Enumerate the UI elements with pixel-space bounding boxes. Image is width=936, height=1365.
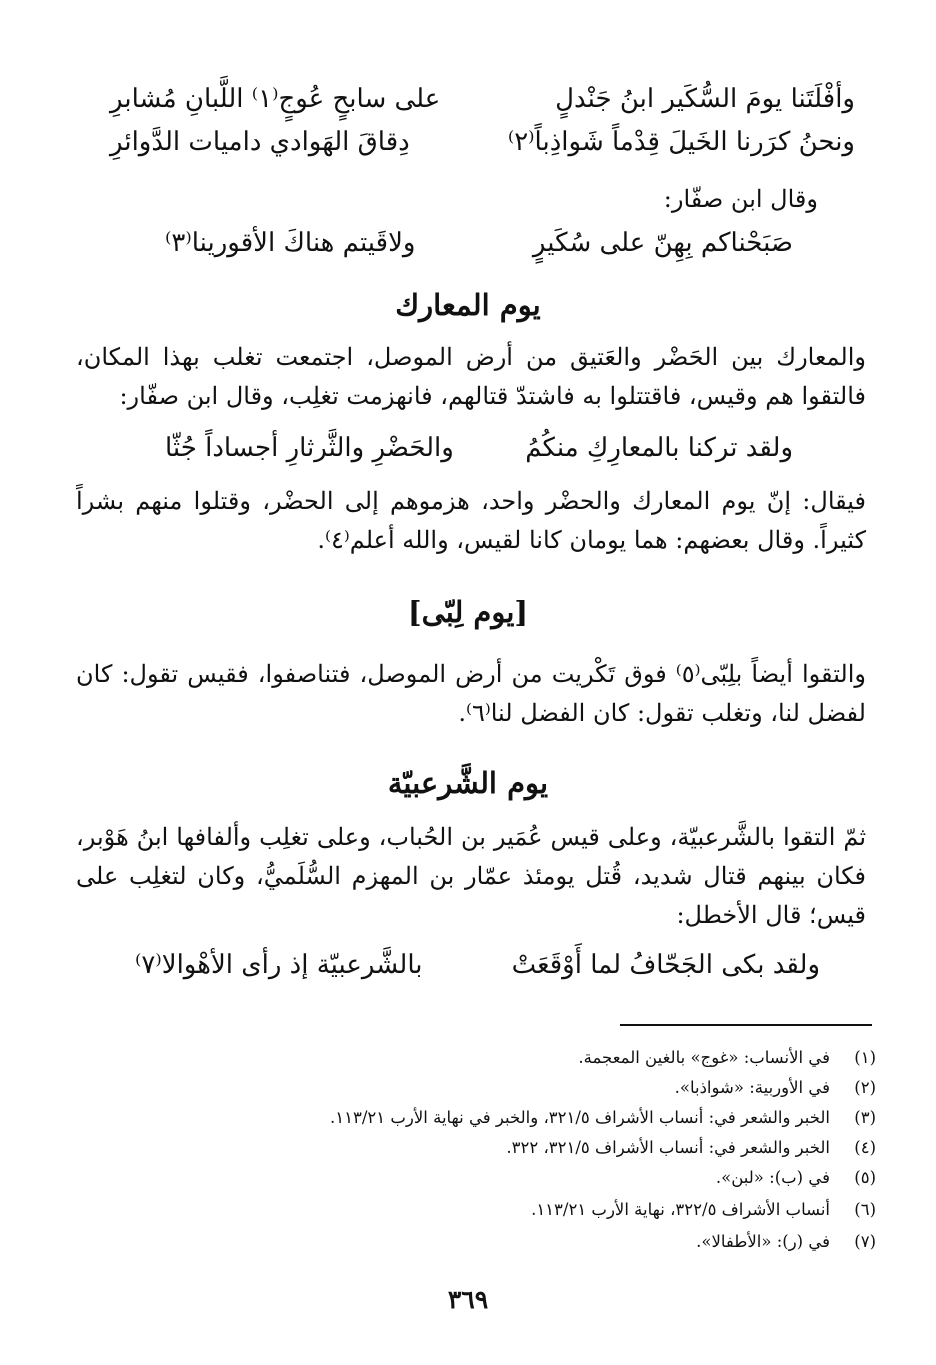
section-heading: يوم الشَّرعبيّة: [387, 766, 549, 800]
footnote-number: (٣): [854, 1108, 876, 1127]
verse-hemistich-right: ولقد بكى الجَحّافُ لما أَوْقَعَتْ: [511, 950, 820, 980]
footnote: [330, 1105, 876, 1130]
section-paragraph: والتقوا أيضاً بلِبّى⁽٥⁾ فوق تَكْريت من أرض الموصل، فتناصفوا، فقيس تقول: كان لفضل لنا، وتغلب تقول: كان الفضل لنا⁽٦⁾.: [76, 660, 867, 727]
footnote-text: الخبر والشعر في: أنساب الأشراف ٣٢١/٥، والخبر في نهاية الأرب ١١٣/٢١.: [329, 1108, 830, 1127]
footnote: [506, 1135, 876, 1160]
footnote: [696, 1229, 876, 1254]
verse-line-2: [110, 125, 855, 159]
footnote-text: في (ب): «لبن».: [715, 1168, 830, 1187]
verse-hemistich-right: ولقد تركنا بالمعارِكِ منكُمُ: [525, 433, 793, 463]
verse-hemistich-right: ونحنُ كرَرنا الخَيلَ قِدْماً شَواذِباً⁽٢⁾: [507, 127, 855, 157]
verse-hemistich-left: والحَضْرِ والثَّرثارِ أجساداً جُثّا: [165, 433, 454, 463]
verse-line-1: [110, 82, 855, 116]
footnote-number: (١): [854, 1048, 876, 1067]
footnote: [578, 1045, 876, 1070]
footnote-number: (٧): [854, 1232, 876, 1251]
footnote: [675, 1075, 876, 1100]
footnote-text: في (ر): «الأطفالا».: [696, 1232, 830, 1251]
footnote-text: الخبر والشعر في: أنساب الأشراف ٣٢١/٥، ٣٢٢.: [506, 1138, 830, 1157]
footnote: [716, 1165, 876, 1190]
section-heading: [يوم لِبّى]: [407, 595, 529, 629]
intro-line: وقال ابن صفّار:: [663, 185, 818, 213]
verse-hemistich-left: ولاقَيتم هناكَ الأقورينا⁽٣⁾: [165, 228, 416, 258]
section-heading: يوم المعارك: [395, 288, 541, 322]
footnote-number: (٥): [854, 1168, 876, 1187]
footnote-text: أنساب الأشراف ٣٢٢/٥، نهاية الأرب ١١٣/٢١.: [531, 1200, 830, 1219]
verse-hemistich-left: على سابحٍ عُوجٍ⁽١⁾ اللَّبانِ مُشابرِ: [110, 84, 441, 114]
verse-hemistich-right: صَبَحْناكم بِهِنّ على سُكَيرٍ: [532, 228, 793, 258]
section-paragraph: فيقال: إنّ يوم المعارك والحضْر واحد، هزموهم إلى الحضْر، وقتلوا منهم بشراً كثيراً. وقال بعضهم: هما يومان كانا لقيس، والله أعلم⁽٤⁾.: [76, 487, 866, 554]
footnote: [531, 1197, 876, 1222]
page-number: ٣٦٩: [447, 1285, 489, 1314]
verse-line-3: [165, 226, 793, 260]
verse-hemistich-right: وأفْلَتَنا يومَ السُّكَير ابنُ جَنْدلٍ: [555, 84, 855, 114]
footnote-separator: [620, 1024, 872, 1026]
verse-line-4: [165, 431, 793, 465]
footnote-text: في الأنساب: «غوج» بالغين المعجمة.: [578, 1048, 830, 1067]
section-paragraph: والمعارك بين الحَضْر والعَتيق من أرض الموصل، اجتمعت تغلب بهذا المكان، فالتقوا هم وقيس، فاقتتلوا به فاشتدّ قتالهم، فانهزمت تغلِب، وقال ابن صفّار:: [76, 343, 866, 410]
verse-hemistich-left: دِقاقَ الهَوادي داميات الدَّوائرِ: [110, 127, 410, 157]
section-paragraph: ثمّ التقوا بالشَّرعبيّة، وعلى قيس عُمَير بن الحُباب، وعلى تغلِب وألفافها ابنُ هَوْبر، فكان بينهم قتال شديد، قُتل يومئذ عمّار بن المهزم السُّلَميُّ، وكان لتغلِب على قيس؛ قال الأخطل:: [76, 823, 866, 929]
verse-line-5: [135, 948, 820, 982]
footnote-number: (٢): [854, 1078, 876, 1097]
footnote-number: (٤): [854, 1138, 876, 1157]
footnote-text: في الأوربية: «شواذبا».: [674, 1078, 830, 1097]
footnote-number: (٦): [854, 1200, 876, 1219]
verse-hemistich-left: بالشَّرعبيّة إذ رأى الأهْوالا⁽٧⁾: [135, 950, 423, 980]
